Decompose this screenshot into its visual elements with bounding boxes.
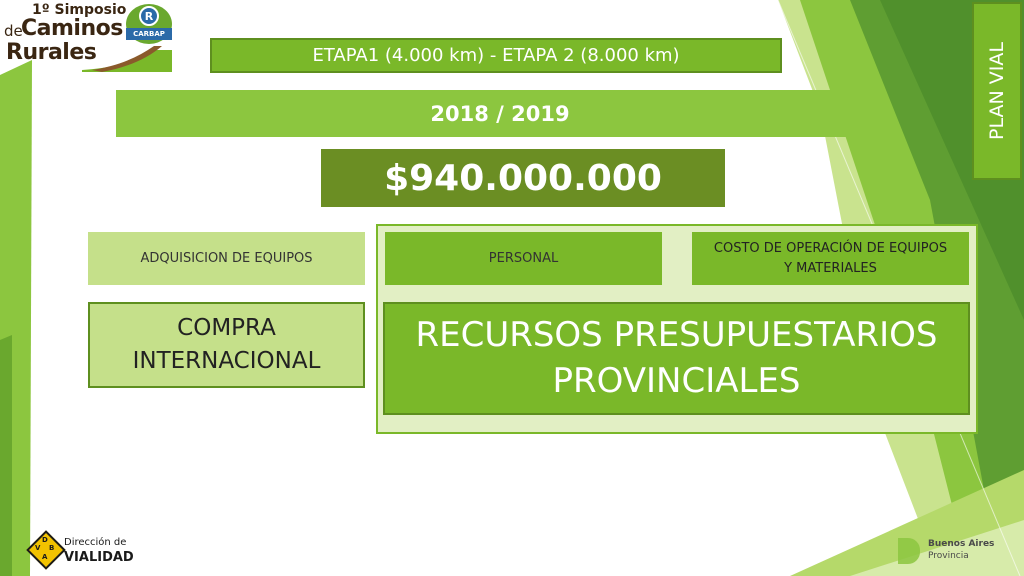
ba-p-icon: [898, 538, 920, 564]
dvba-letter-b: B: [49, 544, 55, 552]
adquisicion-equipos-box: [88, 232, 365, 285]
personal-label: PERSONAL: [488, 251, 559, 266]
recursos-provinciales-label: RECURSOS PRESUPUESTARIOS PROVINCIALES: [415, 314, 938, 401]
carbap-label: CARBAP: [126, 28, 172, 40]
personal-box: [385, 232, 662, 285]
plan-vial-tab: [972, 2, 1022, 180]
vialidad-line2: VIALIDAD: [64, 550, 134, 565]
ba-line1: Buenos Aires: [928, 539, 995, 549]
compra-internacional-box: [88, 302, 365, 388]
recursos-provinciales-box: [383, 302, 970, 415]
ba-line2: Provincia: [928, 551, 969, 561]
carbap-mark-icon: R: [139, 6, 159, 26]
logo-line1: 1º Simposio: [32, 2, 127, 18]
amount-text: $940.000.000: [384, 157, 662, 199]
costo-operacion-label: COSTO DE OPERACIÓN DE EQUIPOS Y MATERIALES: [713, 241, 948, 276]
dvba-letter-a: A: [42, 553, 48, 561]
vialidad-line1: Dirección de: [64, 537, 127, 548]
compra-internacional-label: COMPRA INTERNACIONAL: [132, 314, 321, 374]
etapas-text: ETAPA1 (4.000 km) - ETAPA 2 (8.000 km): [312, 45, 680, 66]
simposio-logo: [4, 2, 172, 72]
years-text: 2018 / 2019: [430, 101, 570, 126]
adquisicion-equipos-label: ADQUISICION DE EQUIPOS: [140, 251, 313, 266]
buenos-aires-logo: [898, 536, 998, 566]
logo-line2: Caminos: [21, 16, 123, 41]
logo-prefix: de: [4, 22, 23, 40]
years-banner: [116, 90, 884, 137]
vialidad-logo: [30, 534, 140, 568]
dvba-letter-d: D: [42, 536, 48, 544]
plan-vial-label: PLAN VIAL: [986, 42, 1009, 140]
amount-banner: [321, 149, 725, 207]
road-icon: [82, 40, 172, 72]
etapas-banner: [210, 38, 782, 73]
carbap-badge: [126, 4, 172, 44]
dvba-letter-v: V: [35, 544, 41, 552]
costo-operacion-box: [692, 232, 969, 285]
logo-line3: Rurales: [6, 40, 97, 65]
